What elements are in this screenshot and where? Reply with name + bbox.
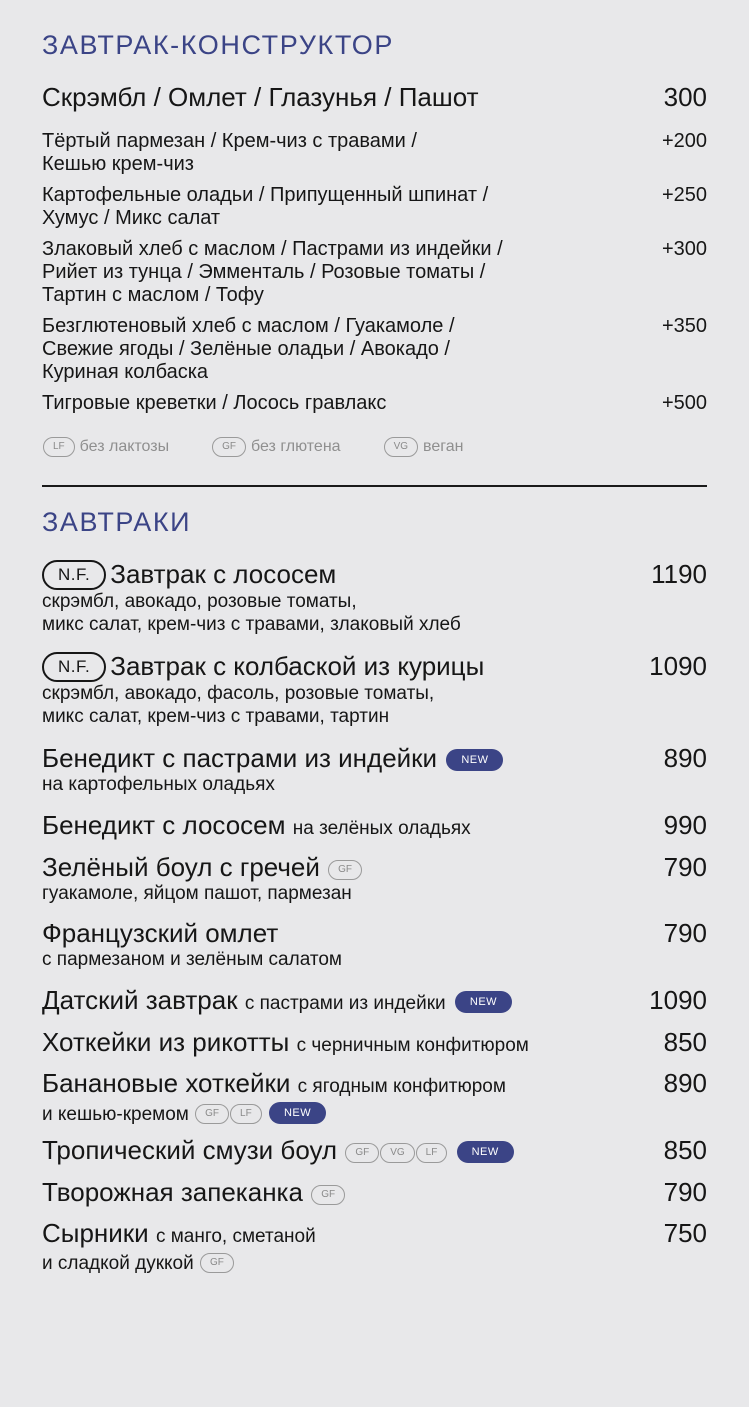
menu-item bbox=[42, 743, 707, 796]
gf-tag: GF bbox=[200, 1253, 234, 1273]
item-name: Сырники с манго, сметаной bbox=[42, 1218, 316, 1248]
item-name: Зелёный боул с гречей GF bbox=[42, 852, 362, 882]
new-badge: NEW bbox=[446, 749, 503, 771]
item-description: с пармезаном и зелёным салатом bbox=[42, 949, 342, 970]
legend-item-lactose-free bbox=[42, 437, 169, 457]
item-name: Тропический смузи боул GF VG LF NEW bbox=[42, 1135, 514, 1165]
addon-name: Злаковый хлеб с маслом / Пастрами из индейки / Рийет из тунца / Эмменталь / Розовые томаты / Тартин с маслом / Тофу bbox=[42, 238, 503, 306]
item-description: скрэмбл, авокадо, розовые томаты, микс салат, крем-чиз с травами, злаковый хлеб bbox=[42, 591, 461, 635]
item-name: Творожная запеканка GF bbox=[42, 1177, 345, 1207]
item-description: на картофельных оладьях bbox=[42, 774, 275, 795]
legend-item-vegan bbox=[383, 437, 464, 457]
lf-tag: LF bbox=[416, 1143, 448, 1163]
gf-tag: GF bbox=[212, 437, 246, 457]
item-name: Бенедикт с пастрами из индейки NEW bbox=[42, 743, 503, 773]
menu-item bbox=[42, 559, 707, 636]
addon-row bbox=[42, 392, 707, 415]
addon-price: +500 bbox=[661, 392, 707, 414]
new-badge: NEW bbox=[457, 1141, 514, 1163]
constructor-main-name: Скрэмбл / Омлет / Глазунья / Пашот bbox=[42, 82, 479, 112]
menu-item bbox=[42, 651, 707, 728]
menu-item bbox=[42, 1218, 707, 1275]
constructor-main-row bbox=[42, 82, 707, 112]
menu-item bbox=[42, 1135, 707, 1165]
item-price: 1090 bbox=[649, 985, 707, 1015]
lf-tag: LF bbox=[43, 437, 75, 457]
new-badge: NEW bbox=[269, 1102, 326, 1124]
item-price: 890 bbox=[663, 743, 707, 773]
addon-price: +250 bbox=[661, 184, 707, 206]
item-price: 750 bbox=[663, 1218, 707, 1248]
addon-row bbox=[42, 315, 707, 384]
item-price: 790 bbox=[663, 852, 707, 882]
menu-item bbox=[42, 918, 707, 971]
item-price: 890 bbox=[663, 1068, 707, 1098]
vg-tag: VG bbox=[380, 1143, 414, 1163]
section-title-breakfasts: ЗАВТРАКИ bbox=[42, 507, 192, 537]
addon-name: Тёртый пармезан / Крем-чиз с травами / Кешью крем-чиз bbox=[42, 130, 417, 175]
menu-item bbox=[42, 985, 707, 1019]
gf-tag: GF bbox=[311, 1185, 345, 1205]
addon-row bbox=[42, 184, 707, 230]
addon-price: +200 bbox=[661, 130, 707, 152]
item-description: и кешью-кремом GF LF NEW bbox=[42, 1102, 707, 1126]
item-name: Бенедикт с лососем на зелёных оладьях bbox=[42, 810, 471, 840]
item-name: Датский завтрак с пастрами из индейки NEW bbox=[42, 985, 512, 1019]
diet-legend bbox=[42, 437, 505, 457]
legend-label: веган bbox=[423, 438, 464, 455]
addon-name: Картофельные оладьи / Припущенный шпинат / Хумус / Микс салат bbox=[42, 184, 489, 229]
item-name: Банановые хоткейки с ягодным конфитюром bbox=[42, 1068, 506, 1098]
section-divider bbox=[42, 485, 707, 487]
gf-tag: GF bbox=[195, 1104, 229, 1124]
nut-free-badge: N.F. bbox=[42, 560, 106, 590]
addon-row bbox=[42, 238, 707, 307]
menu-item bbox=[42, 810, 707, 844]
addon-price: +350 bbox=[661, 315, 707, 337]
menu-item bbox=[42, 852, 707, 905]
constructor-main-price: 300 bbox=[663, 82, 707, 112]
item-price: 1190 bbox=[651, 559, 707, 589]
item-price: 1090 bbox=[649, 651, 707, 681]
menu-item bbox=[42, 1027, 707, 1061]
item-name: Французский омлет bbox=[42, 918, 279, 948]
item-name: N.F. Завтрак с лососем bbox=[42, 559, 336, 590]
item-price: 790 bbox=[663, 1177, 707, 1207]
item-name: N.F. Завтрак с колбаской из курицы bbox=[42, 651, 484, 682]
vg-tag: VG bbox=[384, 437, 418, 457]
item-description: скрэмбл, авокадо, фасоль, розовые томаты, микс салат, крем-чиз с травами, тартин bbox=[42, 683, 435, 727]
menu-item bbox=[42, 1068, 707, 1126]
addon-price: +300 bbox=[661, 238, 707, 260]
menu-item bbox=[42, 1177, 707, 1207]
addon-name: Тигровые креветки / Лосось гравлакс bbox=[42, 392, 387, 414]
gf-tag: GF bbox=[328, 860, 362, 880]
item-name: Хоткейки из рикотты с черничным конфитюром bbox=[42, 1027, 529, 1057]
item-description: и сладкой дуккой GF bbox=[42, 1252, 707, 1275]
item-price: 850 bbox=[663, 1135, 707, 1165]
item-description: гуакамоле, яйцом пашот, пармезан bbox=[42, 883, 352, 904]
legend-label: без глютена bbox=[251, 438, 341, 455]
item-price: 990 bbox=[663, 810, 707, 840]
legend-label: без лактозы bbox=[79, 438, 170, 455]
gf-tag: GF bbox=[345, 1143, 379, 1163]
section-title-constructor: ЗАВТРАК-КОНСТРУКТОР bbox=[42, 30, 394, 60]
nut-free-badge: N.F. bbox=[42, 652, 106, 682]
addon-row bbox=[42, 130, 707, 176]
addon-name: Безглютеновый хлеб с маслом / Гуакамоле / Свежие ягоды / Зелёные оладьи / Авокадо / Куриная колбаска bbox=[42, 315, 455, 383]
item-price: 790 bbox=[663, 918, 707, 948]
lf-tag: LF bbox=[230, 1104, 262, 1124]
new-badge: NEW bbox=[455, 991, 512, 1013]
legend-item-gluten-free bbox=[211, 437, 340, 457]
item-price: 850 bbox=[663, 1027, 707, 1057]
